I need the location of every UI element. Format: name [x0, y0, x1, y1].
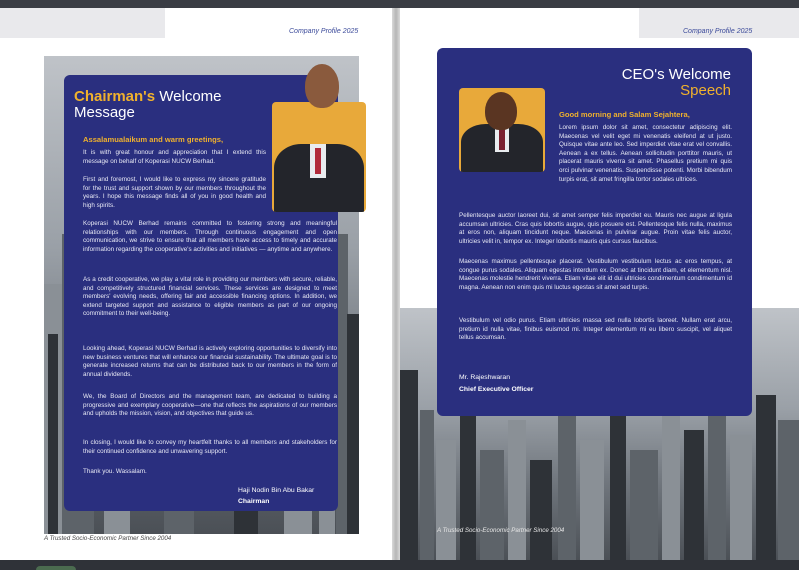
- ceo-role: Chief Executive Officer: [459, 386, 534, 393]
- left-page: [0, 8, 392, 560]
- ceo-portrait: [459, 88, 545, 172]
- chairman-role: Chairman: [238, 498, 270, 505]
- chairman-paragraph-1: It is with great honour and appreciation that I extend this message on behalf of Koperasi NUCW Berhad.: [83, 149, 266, 165]
- chairman-paragraph-8: Thank you. Wassalam.: [83, 468, 147, 475]
- ceo-title-line2: Speech: [680, 82, 731, 99]
- header-strip: [0, 8, 165, 38]
- spread-bottom-edge: [0, 560, 799, 570]
- chairman-paragraph-4: As a credit cooperative, we play a vital role in providing our members with secure, reliable, and competitively structured financial services. These services are designed to meet members' evolving needs, offering fair and accessible financing options. In addition, we extend targeted support and assistance to eligible members as part of our ongoing commitment to their well-being.: [83, 276, 337, 318]
- chairman-head: [305, 64, 339, 108]
- bottom-tab: [36, 566, 76, 570]
- chairman-paragraph-2: First and foremost, I would like to express my sincere gratitude for the trust and support shown by our members throughout the years. I hope this message finds all of you in good health and high spirits.: [83, 176, 266, 209]
- chairman-paragraph-6: We, the Board of Directors and the management team, are dedicated to building a progressive and exemplary cooperative—one that reflects the aspirations of our members and upholds the mission, vision, and objectives that guide us.: [83, 393, 337, 418]
- ceo-name: Mr. Rajeshwaran: [459, 374, 510, 381]
- ceo-paragraph-2: Pellentesque auctor laoreet dui, sit amet semper felis imperdiet eu. Mauris nec augue at ligula accumsan ultricies. Cras quis lobortis augue, quis posuere est. Pellentesque felis nulla, maximus at eros non, aliquam tincidunt neque. Maecenas in pulvinar augue. Proin vitae felis auctor, ultricies velit in, tempor ex. Integer lobortis mauris quis cursus faucibus.: [459, 212, 732, 245]
- chairman-title-rest: Welcome: [155, 88, 222, 105]
- right-page: [400, 8, 799, 560]
- ceo-greeting: Good morning and Salam Sejahtera,: [559, 110, 690, 119]
- ceo-paragraph-3: Maecenas maximus pellentesque placerat. Vestibulum vestibulum lectus ac eros tempus, at congue purus sodales. Aliquam egestas interdum ex. Donec at tincidunt diam, et elementum nisl. Maecenas molestie hendrerit viverra. Etiam vitae elit id dui ultricies condimentum condimentum id magna. Aenean non enim quis mi luctus egestas sit amet sed turpis.: [459, 258, 732, 291]
- footer-tagline-right: A Trusted Socio-Economic Partner Since 2004: [437, 527, 565, 534]
- chairman-title-line2: Message: [74, 104, 135, 121]
- company-profile-header-right: Company Profile 2025: [683, 28, 753, 35]
- chairman-paragraph-7: In closing, I would like to convey my heartfelt thanks to all members and stakeholders for their continued confidence and unwavering support.: [83, 439, 337, 455]
- chairman-title: [74, 89, 222, 121]
- chairman-greeting: Assalamualaikum and warm greetings,: [83, 135, 224, 144]
- chairman-title-highlight: Chairman's: [74, 88, 156, 105]
- ceo-paragraph-4: Vestibulum vel odio purus. Etiam ultricies massa sed nulla lobortis laoreet. Nullam erat arcu, pretium id nulla vitae, finibus euismod mi. Integer elementum mi eu libero suscipit, vel aliquet tellus accumsan.: [459, 317, 732, 342]
- company-profile-header-left: Company Profile 2025: [289, 28, 359, 35]
- ceo-speech-panel: [437, 48, 752, 416]
- footer-tagline-left: A Trusted Socio-Economic Partner Since 2004: [44, 535, 172, 542]
- chairman-paragraph-5: Looking ahead, Koperasi NUCW Berhad is actively exploring opportunities to diversify into new business ventures that will enhance our financial sustainability. The ultimate goal is to generate increased returns that can be distributed back to our members in the form of annual dividends.: [83, 345, 337, 378]
- ceo-title-line1: CEO's Welcome: [621, 66, 731, 83]
- ceo-title: [622, 67, 731, 99]
- chairman-portrait: [272, 102, 366, 212]
- chairman-paragraph-3: Koperasi NUCW Berhad remains committed to fostering strong and meaningful relationships with our members. Through continuous engagement and open communication, we strive to ensure that all members have access to timely and accurate information regarding the cooperative's activities and initiatives — anytime and anywhere.: [83, 220, 337, 253]
- page-gutter: [392, 8, 400, 560]
- ceo-paragraph-1: Lorem ipsum dolor sit amet, consectetur adipiscing elit. Maecenas vel velit eget mi venenatis eleifend at ut justo. Quisque vitae ante leo. Sed imperdiet vitae erat vel convallis. Aenean a ex tellus. Aenean sollicitudin porttitor mauris, ut placerat mauris viverra sit amet. Phasellus pretium mi quis orci pulvinar venenatis. Suspendisse potenti. Morbi bibendum turpis erat, sit amet fringilla tortor sodales ultrices.: [559, 124, 732, 183]
- chairman-name: Haji Nodin Bin Abu Bakar: [238, 487, 315, 494]
